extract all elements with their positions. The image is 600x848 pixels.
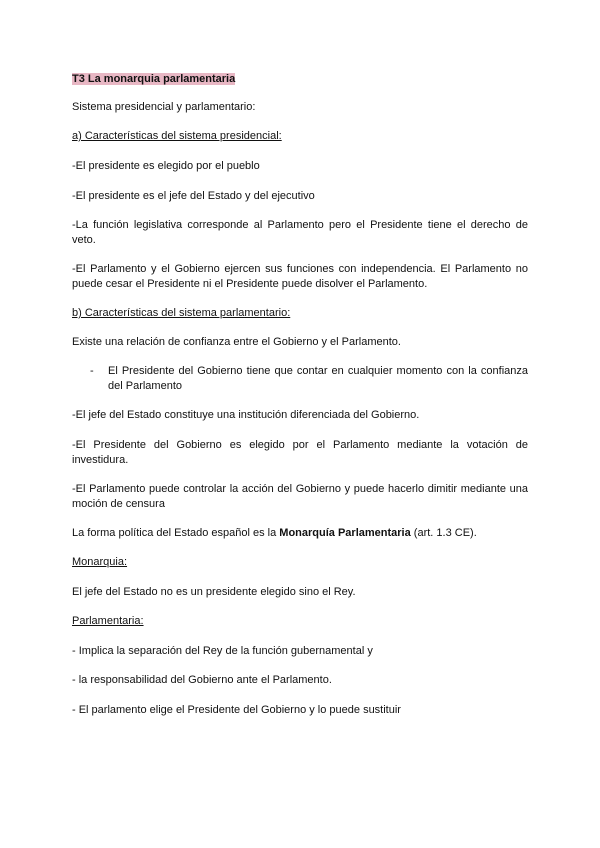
intro-text: Sistema presidencial y parlamentario: <box>72 101 256 113</box>
section-a-heading: a) Características del sistema presidencial: <box>72 130 282 142</box>
bullet-marker: - <box>90 365 94 377</box>
section-b-intro: Existe una relación de confianza entre el Gobierno y el Parlamento. <box>72 336 401 348</box>
monarquia-heading: Monarquia: <box>72 556 128 568</box>
document-title: T3 La monarquia parlamentaria <box>72 73 236 85</box>
forma-bold: Monarquía Parlamentaria <box>279 527 411 539</box>
section-b-heading: b) Características del sistema parlamentario: <box>72 307 291 319</box>
section-a-item-1: -El presidente es elegido por el pueblo <box>72 160 260 172</box>
parlamentaria-item-1: - Implica la separación del Rey de la función gubernamental y <box>72 645 373 657</box>
parlamentaria-item-3: - El parlamento elige el Presidente del Gobierno y lo puede sustituir <box>72 704 401 716</box>
forma-before: La forma política del Estado español es la <box>72 527 280 539</box>
section-b-item-3: -El Parlamento puede controlar la acción del Gobierno y puede hacerlo dimitir mediante una moción de censura <box>72 483 528 510</box>
forma-politica-text <box>72 526 528 541</box>
parlamentaria-item-2: - la responsabilidad del Gobierno ante el Parlamento. <box>72 674 332 686</box>
section-b-bullet: El Presidente del Gobierno tiene que contar en cualquier momento con la confianza del Parlamento <box>108 365 528 392</box>
section-a-item-2: -El presidente es el jefe del Estado y del ejecutivo <box>72 190 315 202</box>
forma-after: (art. 1.3 CE). <box>410 527 477 539</box>
section-b-item-2: -El Presidente del Gobierno es elegido por el Parlamento mediante la votación de investidura. <box>72 439 528 466</box>
section-b-item-1: -El jefe del Estado constituye una institución diferenciada del Gobierno. <box>72 409 420 421</box>
section-a-item-3: -La función legislativa corresponde al Parlamento pero el Presidente tiene el derecho de veto. <box>72 219 528 246</box>
monarquia-text: El jefe del Estado no es un presidente elegido sino el Rey. <box>72 586 356 598</box>
section-a-item-4: -El Parlamento y el Gobierno ejercen sus funciones con independencia. El Parlamento no puede cesar el Presidente ni el Presidente puede disolver el Parlamento. <box>72 263 528 290</box>
parlamentaria-heading: Parlamentaria: <box>72 615 144 627</box>
